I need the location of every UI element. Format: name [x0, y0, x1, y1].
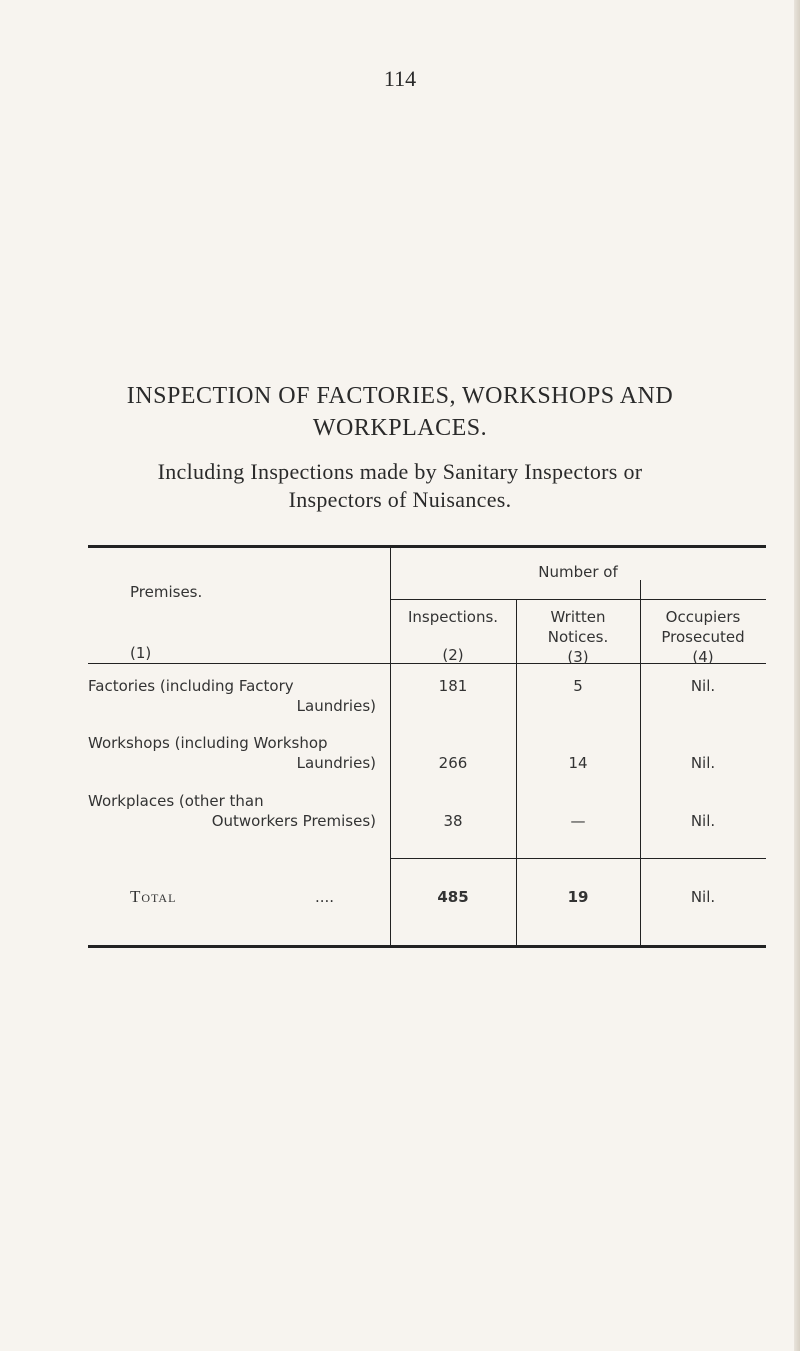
subtitle-line-2: Inspectors of Nuisances.	[288, 487, 512, 512]
title-line-2: WORKPLACES.	[312, 415, 488, 441]
page-edge-shadow	[794, 0, 800, 1351]
header-notices-line1: Written	[550, 608, 606, 626]
row-premises-line1: Workshops (including Workshop	[88, 734, 328, 752]
total-inspections: 485	[437, 888, 469, 906]
table-row	[88, 791, 376, 831]
table-row	[88, 676, 376, 716]
row-premises-line2: Outworkers Premises)	[211, 812, 376, 830]
header-written-notices	[516, 607, 640, 667]
header-premises-num: (1)	[130, 644, 152, 662]
row-inspections: 266	[438, 754, 468, 772]
header-inspections-label: Inspections.	[407, 608, 499, 626]
header-inspections	[390, 607, 516, 665]
table-top-rule	[88, 545, 766, 548]
header-prosecuted-line2: Prosecuted	[661, 628, 745, 646]
row-premises-line2: Laundries)	[296, 754, 376, 772]
header-premises: Premises.	[130, 583, 203, 601]
page-title	[0, 380, 800, 444]
header-prosecuted-num: (4)	[692, 648, 714, 666]
total-notices: 19	[567, 888, 589, 906]
row-prosecuted: Nil.	[690, 677, 716, 695]
row-premises-line1: Workplaces (other than	[88, 792, 264, 810]
header-number-of: Number of	[538, 563, 618, 581]
total-prosecuted: Nil.	[690, 888, 716, 906]
header-inspections-num: (2)	[442, 646, 464, 664]
row-notices: 5	[573, 677, 583, 695]
row-notices: 14	[568, 754, 588, 772]
row-inspections: 181	[438, 677, 468, 695]
subtitle-line-1: Including Inspections made by Sanitary Inspectors or	[157, 459, 643, 484]
table-row	[88, 733, 376, 773]
table-bottom-rule	[88, 945, 766, 948]
title-line-1: INSPECTION OF FACTORIES, WORKSHOPS AND	[126, 383, 674, 409]
total-dots: ....	[315, 888, 335, 906]
page-subtitle	[0, 458, 800, 514]
row-notices: —	[570, 812, 586, 830]
total-top-rule	[390, 858, 766, 859]
row-inspections: 38	[443, 812, 463, 830]
header-occupiers-prosecuted	[640, 607, 766, 667]
header-prosecuted-line1: Occupiers	[665, 608, 741, 626]
header-notices-line2: Notices.	[547, 628, 609, 646]
row-prosecuted: Nil.	[690, 812, 716, 830]
number-of-rule	[390, 599, 766, 600]
row-premises-line1: Factories (including Factory	[88, 677, 294, 695]
row-premises-line2: Laundries)	[296, 697, 376, 715]
total-label: Total	[130, 887, 177, 906]
row-prosecuted: Nil.	[690, 754, 716, 772]
header-notices-num: (3)	[567, 648, 589, 666]
page-number: 114	[383, 66, 417, 91]
